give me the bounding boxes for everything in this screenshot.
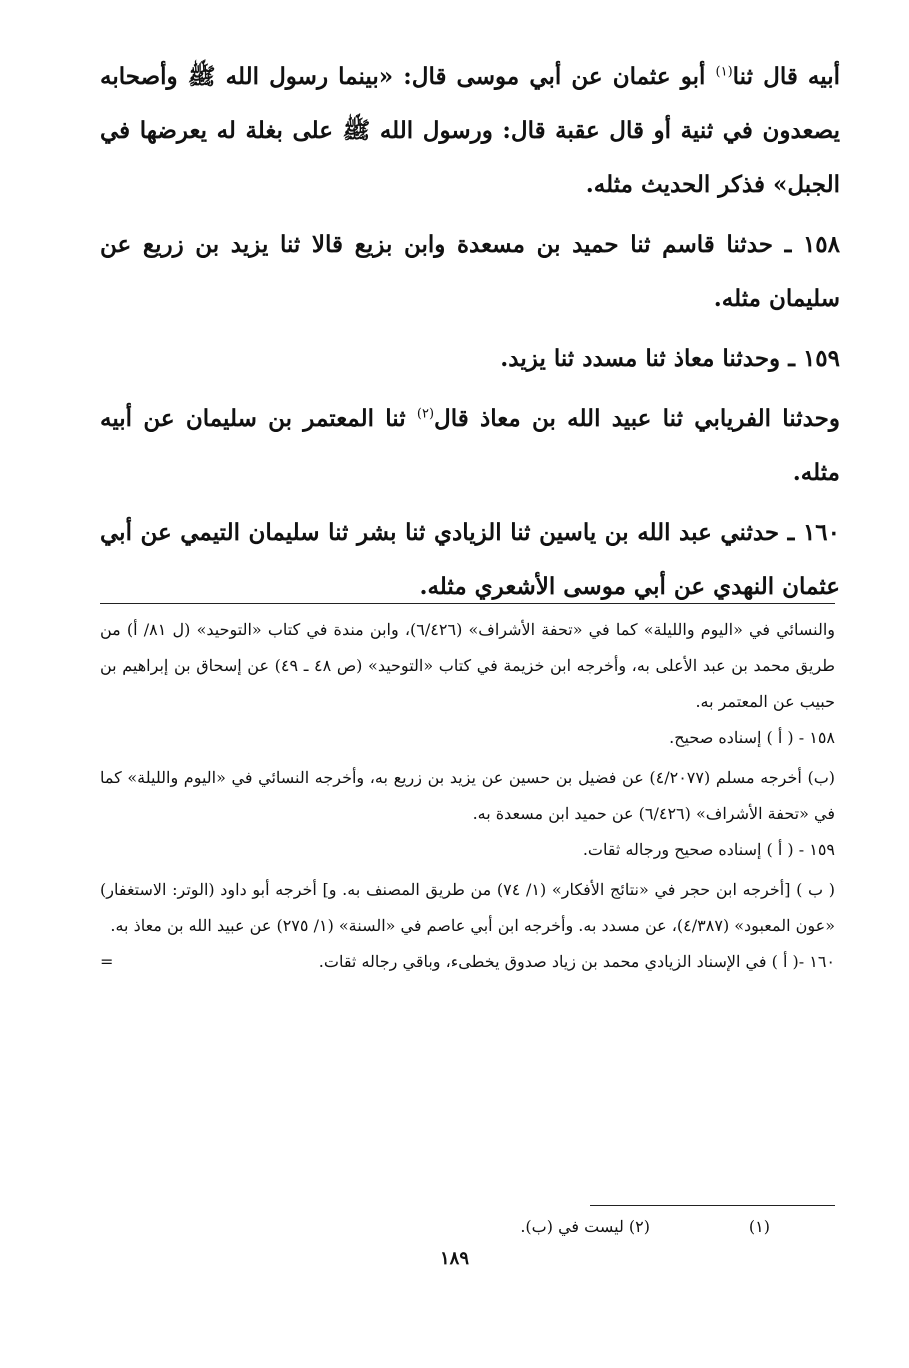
footnote-divider bbox=[590, 1205, 835, 1206]
hadith-lead-word: حدثني bbox=[720, 519, 780, 546]
text-run: أبو عثمان عن أبي موسى قال: «بينما رسول الله ﷺ وأصحابه يصعدون في ثنية أو قال عقبة قال: ورسول الله ﷺ على بغلة له يعرضها في الجبل» فذكر الحديث مثله. bbox=[100, 63, 840, 198]
note-160-a: ١٦٠ -( أ ) في الإسناد الزيادي محمد بن زياد صدوق يخطىء، وباقي رجاله ثقات. bbox=[318, 952, 835, 971]
commentary-notes bbox=[100, 612, 835, 980]
text-run: أبيه قال ثنا bbox=[732, 63, 840, 90]
main-text bbox=[100, 50, 840, 620]
note-continuation: والنسائي في «اليوم والليلة» كما في «تحفة الأشراف» (٦/٤٢٦)، وابن مندة في كتاب «التوحيد» (ل ٨١/ أ) من طريق محمد بن عبد الأعلى به، وأخرجه ابن خزيمة في كتاب «التوحيد» (ص ٤٨ ـ ٤٩) عن إسحاق بن إبراهيم بن حبيب عن المعتمر به. bbox=[100, 620, 836, 711]
hadith-text: معاذ ثنا مسدد ثنا يزيد. bbox=[500, 345, 723, 372]
hadith-number: ١٦٠ ـ bbox=[787, 519, 840, 546]
footnotes bbox=[100, 1212, 770, 1242]
hadith-number: ١٥٩ ـ bbox=[788, 345, 840, 372]
continuation-mark: = bbox=[100, 952, 114, 971]
note-158-b: (ب) أخرجه مسلم (٤/٢٠٧٧) عن فضيل بن حسين عن يزيد بن زريع به، وأخرجه النسائي في «اليوم والليلة» كما في «تحفة الأشراف» (٦/٤٢٦) عن حميد ابن مسعدة به. bbox=[100, 768, 836, 823]
page-number: ١٨٩ bbox=[439, 1248, 469, 1269]
paragraph-continuation bbox=[100, 50, 840, 212]
notes-divider bbox=[100, 603, 835, 604]
hadith-text: عبد الله بن ياسين ثنا الزيادي ثنا بشر ثنا سليمان التيمي عن أبي عثمان النهدي عن أبي موسى الأشعري مثله. bbox=[100, 519, 840, 600]
note-159-b: ( ب ) [أخرجه ابن حجر في «نتائج الأفكار» (١/ ٧٤) من طريق المصنف به. و] أخرجه أبو داود (الوتر: الاستغفار) «عون المعبود» (٤/٣٨٧)، عن مسدد به. وأخرجه ابن أبي عاصم في «السنة» (١/ ٢٧٥) عن عبيد الله بن معاذ به. bbox=[100, 880, 836, 935]
hadith-lead-word: وحدثنا bbox=[722, 345, 781, 372]
footnote-1: (١) bbox=[748, 1217, 770, 1236]
footnote-ref-2[interactable]: (٢) bbox=[416, 406, 435, 422]
hadith-159 bbox=[100, 332, 840, 386]
hadith-number: ١٥٨ ـ bbox=[784, 231, 841, 258]
hadith-lead-word: حدثنا bbox=[726, 231, 773, 258]
footnote-2: (٢) ليست في (ب). bbox=[520, 1217, 650, 1236]
note-159-a: ١٥٩ - ( أ ) إسناده صحيح ورجاله ثقات. bbox=[582, 840, 835, 859]
hadith-text: قاسم ثنا حميد بن مسعدة وابن بزيع قالا ثنا يزيد بن زريع عن سليمان مثله. bbox=[100, 231, 840, 312]
note-158-a: ١٥٨ - ( أ ) إسناده صحيح. bbox=[669, 728, 835, 747]
text-run: ثنا المعتمر بن سليمان عن أبيه مثله. bbox=[100, 405, 840, 486]
footnote-ref-1[interactable]: (١) bbox=[715, 64, 733, 80]
hadith-160 bbox=[100, 506, 840, 614]
hadith-159-chain bbox=[100, 392, 840, 500]
text-run: وحدثنا الفريابي ثنا عبيد الله بن معاذ قال bbox=[434, 405, 840, 432]
hadith-158 bbox=[100, 218, 840, 326]
note-160-row bbox=[100, 944, 835, 980]
